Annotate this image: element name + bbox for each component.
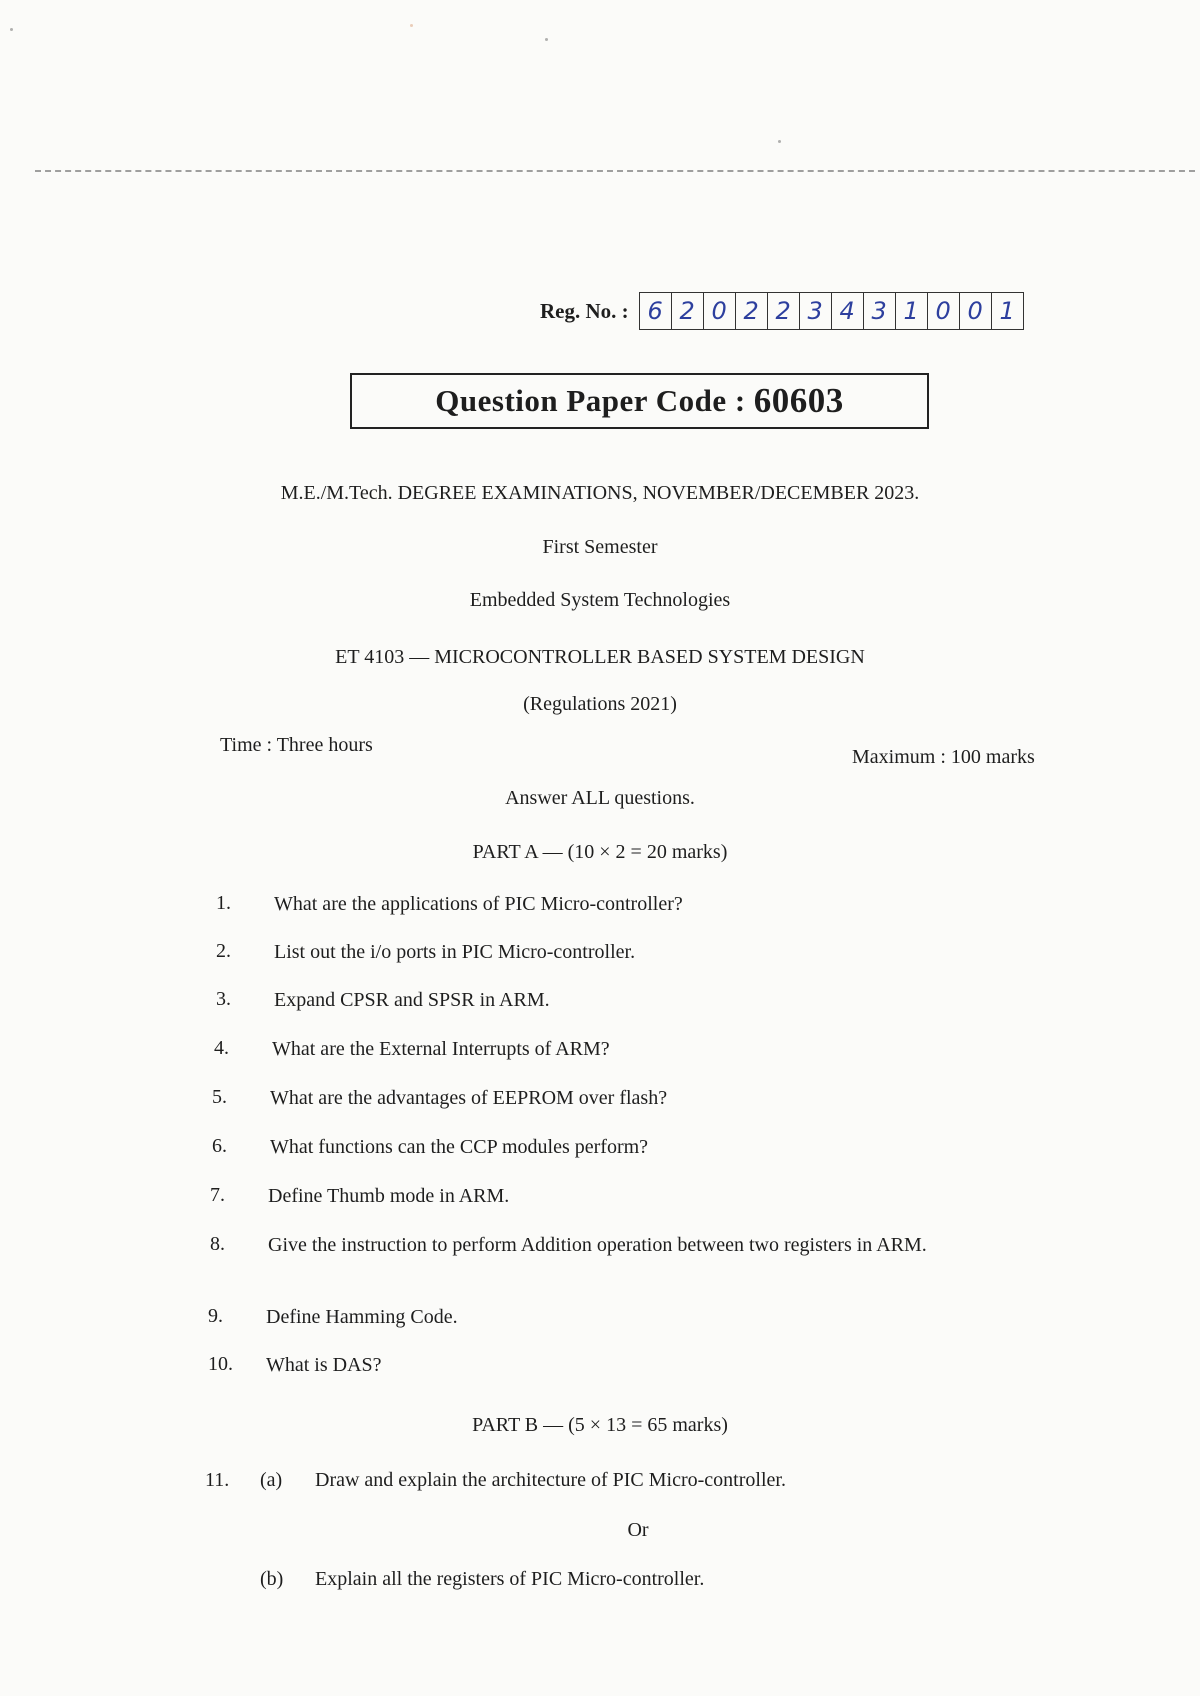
reg-no-digit: 2: [736, 293, 768, 329]
reg-no-digit: 0: [928, 293, 960, 329]
question-11a: [205, 1469, 786, 1492]
course-title: ET 4103 — MICROCONTROLLER BASED SYSTEM DESIGN: [335, 646, 865, 668]
part-a-question: [208, 1305, 1086, 1329]
scan-speck: [778, 140, 781, 143]
scan-speck: [10, 28, 13, 31]
reg-no-digit: 1: [896, 293, 928, 329]
question-number: 2.: [216, 940, 231, 962]
scan-dashed-line: [35, 170, 1195, 172]
reg-no-digit: 3: [800, 293, 832, 329]
scan-speck: [545, 38, 548, 41]
question-text: What is DAS?: [266, 1354, 382, 1376]
part-a-question: [210, 1184, 1088, 1208]
question-number: 11.: [205, 1469, 230, 1491]
reg-no-digit: 2: [768, 293, 800, 329]
question-number: 7.: [210, 1184, 225, 1206]
question-text: What are the applications of PIC Micro-controller?: [274, 893, 683, 915]
question-text: What are the External Interrupts of ARM?: [272, 1038, 610, 1060]
question-paper-code-label: Question Paper Code :: [435, 383, 746, 418]
sub-label: (a): [260, 1469, 283, 1491]
question-text: What are the advantages of EEPROM over flash?: [270, 1087, 668, 1109]
reg-no-digit: 0: [960, 293, 992, 329]
question-text: Draw and explain the architecture of PIC Micro-controller.: [315, 1469, 786, 1491]
reg-no-boxes: [639, 292, 1024, 330]
part-a-question: [216, 988, 1094, 1012]
part-a-heading: PART A — (10 × 2 = 20 marks): [472, 841, 728, 863]
question-text: Give the instruction to perform Addition operation between two registers in ARM.: [268, 1234, 927, 1256]
scan-speck: [410, 24, 413, 27]
question-text: Define Thumb mode in ARM.: [268, 1185, 510, 1207]
question-paper-code: 60603: [753, 381, 844, 420]
question-number: 5.: [212, 1086, 227, 1108]
question-number: 4.: [214, 1037, 229, 1059]
part-a-question: [208, 1353, 1086, 1377]
semester: First Semester: [542, 536, 658, 558]
reg-no-digit: 1: [999, 297, 1015, 325]
instruction: Answer ALL questions.: [505, 787, 695, 809]
part-a-question: [216, 940, 1094, 964]
question-11b: [260, 1568, 704, 1591]
question-number: 1.: [216, 892, 231, 914]
question-number: 3.: [216, 988, 231, 1010]
question-text: What functions can the CCP modules perform?: [270, 1136, 649, 1158]
part-a-question: [214, 1037, 1092, 1061]
question-paper-code-box: [350, 373, 929, 429]
question-number: 6.: [212, 1135, 227, 1157]
part-a-question: [212, 1135, 1090, 1159]
question-number: 10.: [208, 1353, 233, 1375]
part-a-question: [212, 1086, 1090, 1110]
reg-no: [540, 292, 1024, 330]
exam-title: M.E./M.Tech. DEGREE EXAMINATIONS, NOVEMBER/DECEMBER 2023.: [280, 482, 920, 504]
reg-no-digit: 6: [640, 293, 672, 329]
sub-label: (b): [260, 1568, 284, 1590]
reg-no-digit: 2: [672, 293, 704, 329]
programme: Embedded System Technologies: [469, 589, 731, 611]
question-text: Explain all the registers of PIC Micro-controller.: [315, 1568, 705, 1590]
question-text: List out the i/o ports in PIC Micro-controller.: [274, 941, 636, 963]
part-a-question: [210, 1233, 1088, 1257]
or-separator: Or: [627, 1519, 649, 1541]
max-marks: Maximum : 100 marks: [852, 746, 1035, 768]
reg-no-digit: 3: [864, 293, 896, 329]
question-text: Define Hamming Code.: [266, 1306, 458, 1328]
regulations: (Regulations 2021): [523, 693, 677, 715]
time-allowed: Time : Three hours: [220, 734, 373, 756]
question-number: 8.: [210, 1233, 225, 1255]
reg-no-label: Reg. No. :: [540, 298, 629, 323]
part-a-question: [216, 892, 1094, 916]
question-text: Expand CPSR and SPSR in ARM.: [274, 989, 550, 1011]
part-b-heading: PART B — (5 × 13 = 65 marks): [472, 1414, 728, 1436]
reg-no-digit: 4: [832, 293, 864, 329]
reg-no-digit: 0: [704, 293, 736, 329]
question-number: 9.: [208, 1305, 223, 1327]
